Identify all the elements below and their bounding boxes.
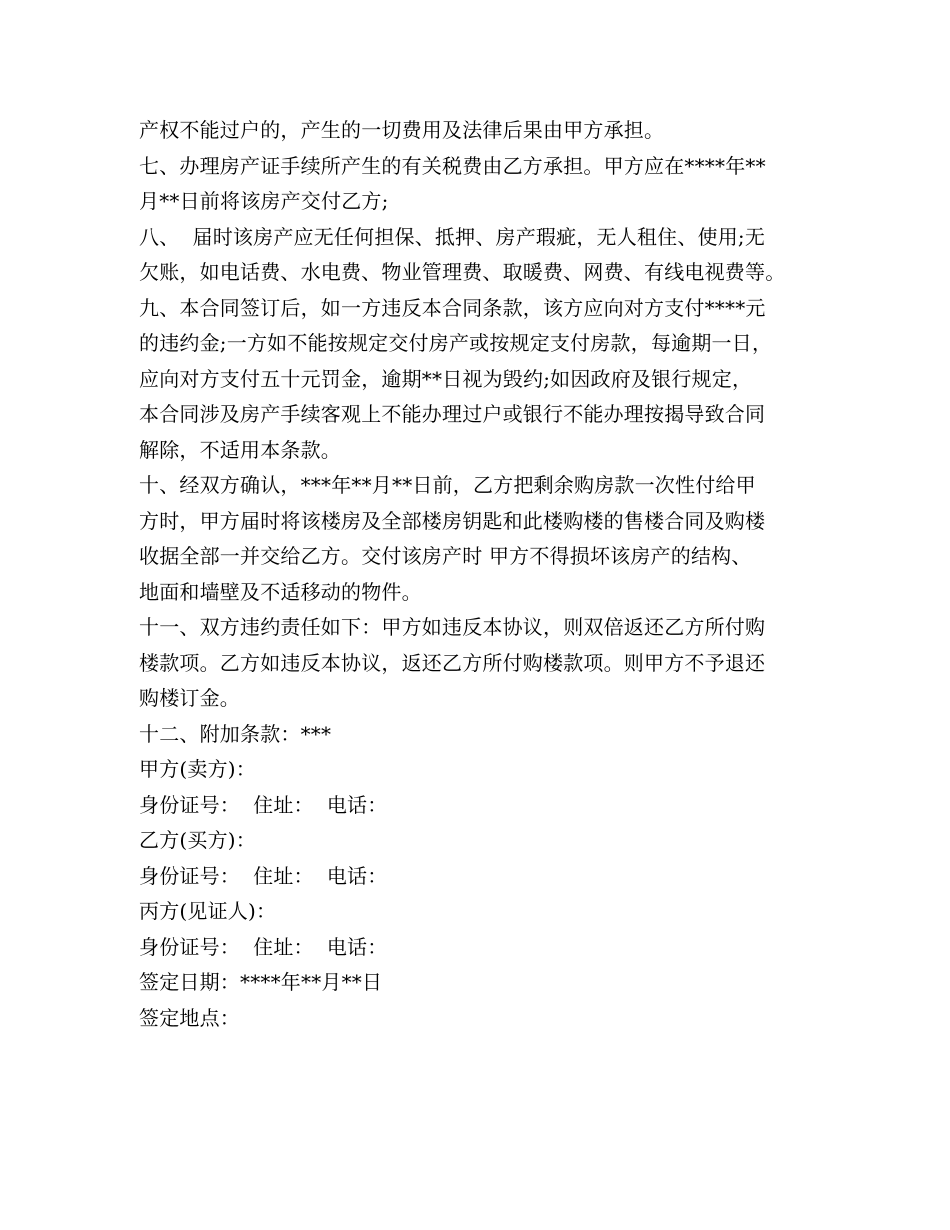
clause-10-line-2: 方时，甲方届时将该楼房及全部楼房钥匙和此楼购楼的售楼合同及购楼	[139, 508, 766, 533]
clause-11-line-3: 购楼订金。	[139, 686, 240, 710]
clause-9-line-1: 九、本合同签订后，如一方违反本合同条款，该方应向对方支付****元	[139, 295, 766, 320]
clause-10-line-1: 十、经双方确认，***年**月**日前，乙方把剩余购房款一次性付给甲	[139, 473, 756, 497]
clause-9-line-3: 应向对方支付五十元罚金，逾期**日视为毁约;如因政府及银行规定，	[139, 366, 753, 391]
clause-9-line-5: 解除，不适用本条款。	[139, 437, 341, 462]
signing-place: 签定地点：	[139, 1005, 240, 1030]
clause-7-line-1: 七、办理房产证手续所产生的有关税费由乙方承担。甲方应在****年**	[139, 153, 766, 178]
party-b-details: 身份证号： 住址： 电话：	[139, 863, 388, 888]
clause-10-line-3: 收据全部一并交给乙方。交付该房产时 甲方不得损坏该房产的结构、	[139, 544, 752, 568]
clause-9-line-2: 的违约金;一方如不能按规定交付房产或按规定支付房款，每逾期一日，	[139, 331, 773, 355]
party-c-details: 身份证号： 住址： 电话：	[139, 934, 388, 959]
document-body	[139, 113, 839, 1036]
party-b-label: 乙方(买方)：	[139, 828, 257, 852]
party-a-label: 甲方(卖方)：	[139, 757, 257, 781]
clause-7-line-2: 月**日前将该房产交付乙方;	[139, 189, 389, 213]
clause-8-line-2: 欠账，如电话费、水电费、物业管理费、取暖费、网费、有线电视费等。	[139, 260, 786, 284]
party-a-details: 身份证号： 住址： 电话：	[139, 792, 388, 817]
clause-11-line-2: 楼款项。乙方如违反本协议，返还乙方所付购楼款项。则甲方不予退还	[139, 650, 766, 675]
clause-12-line: 十二、附加条款：***	[139, 721, 332, 746]
signing-date: 签定日期：****年**月**日	[139, 970, 383, 994]
clause-11-line-1: 十一、双方违约责任如下：甲方如违反本协议，则双倍返还乙方所付购	[139, 615, 766, 639]
party-c-label: 丙方(见证人)：	[139, 899, 277, 923]
clause-8-line-1: 八、 届时该房产应无任何担保、抵押、房产瑕疵，无人租住、使用;无	[139, 224, 766, 249]
text-line-1: 产权不能过户的，产生的一切费用及法律后果由甲方承担。	[139, 118, 665, 142]
clause-9-line-4: 本合同涉及房产手续客观上不能办理过户或银行不能办理按揭导致合同	[139, 402, 766, 426]
clause-10-line-4: 地面和墙壁及不适移动的物件。	[139, 579, 422, 604]
